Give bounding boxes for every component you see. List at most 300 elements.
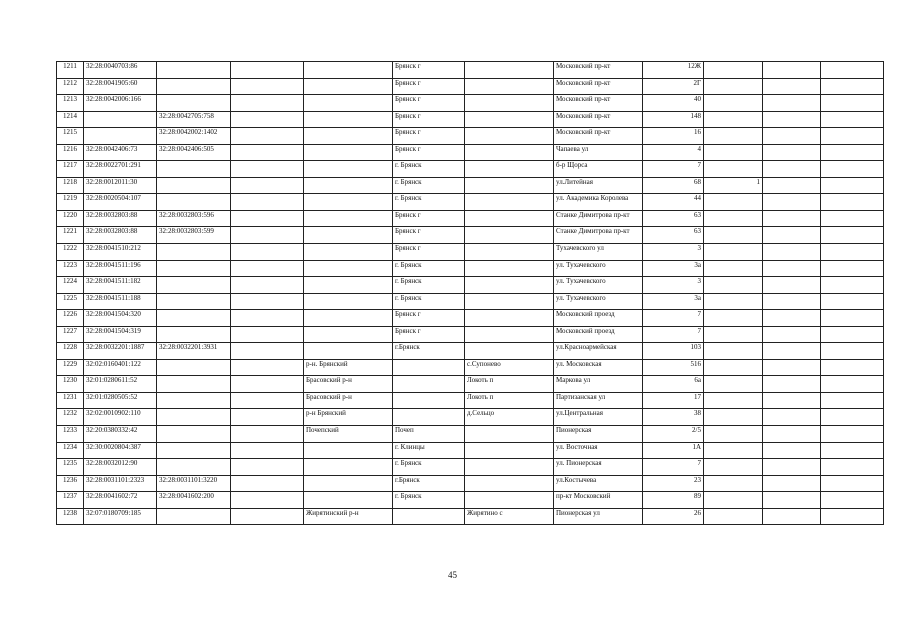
- table-cell: [304, 62, 393, 79]
- table-cell: [763, 277, 821, 294]
- table-cell: [704, 326, 763, 343]
- table-cell: [821, 376, 884, 393]
- table-cell: [821, 326, 884, 343]
- table-cell: д.Сельцо: [465, 409, 554, 426]
- table-cell: [231, 326, 304, 343]
- table-cell: [157, 359, 231, 376]
- table-row: [57, 210, 884, 227]
- table-cell: [821, 442, 884, 459]
- table-cell: 148: [643, 111, 704, 128]
- table-cell: [231, 161, 304, 178]
- table-cell: [304, 78, 393, 95]
- table-cell: [763, 475, 821, 492]
- table-cell: [821, 227, 884, 244]
- table-cell: 7: [643, 310, 704, 327]
- table-cell: [231, 194, 304, 211]
- table-cell: [704, 95, 763, 112]
- table-cell: 1220: [57, 210, 84, 227]
- table-cell: [465, 475, 554, 492]
- table-cell: Партизанская ул: [554, 392, 643, 409]
- table-cell: [821, 210, 884, 227]
- table-cell: 1236: [57, 475, 84, 492]
- table-row: [57, 293, 884, 310]
- table-cell: 26: [643, 508, 704, 525]
- table-cell: 23: [643, 475, 704, 492]
- table-cell: [393, 392, 465, 409]
- table-cell: [763, 111, 821, 128]
- table-cell: [821, 194, 884, 211]
- table-cell: [704, 442, 763, 459]
- table-cell: Брянск г: [393, 227, 465, 244]
- table-cell: [231, 260, 304, 277]
- table-cell: [157, 244, 231, 261]
- table-cell: [304, 111, 393, 128]
- table-cell: [304, 95, 393, 112]
- table-row: [57, 376, 884, 393]
- table-cell: 1: [704, 177, 763, 194]
- table-cell: 40: [643, 95, 704, 112]
- table-cell: 32:28:0042705:758: [157, 111, 231, 128]
- table-cell: Брянск г: [393, 244, 465, 261]
- table-cell: ул.Литейная: [554, 177, 643, 194]
- table-cell: [763, 78, 821, 95]
- table-cell: [304, 128, 393, 145]
- table-cell: Брянск г: [393, 144, 465, 161]
- table-cell: 1221: [57, 227, 84, 244]
- table-cell: г. Брянск: [393, 260, 465, 277]
- table-cell: 32:28:0041602:72: [84, 492, 157, 509]
- table-cell: [465, 227, 554, 244]
- table-cell: [704, 227, 763, 244]
- table-cell: [304, 293, 393, 310]
- table-cell: 103: [643, 343, 704, 360]
- table-cell: [231, 409, 304, 426]
- table-cell: [763, 194, 821, 211]
- table-cell: [157, 426, 231, 443]
- table-cell: [157, 277, 231, 294]
- table-cell: [157, 293, 231, 310]
- table-cell: 38: [643, 409, 704, 426]
- table-cell: [231, 227, 304, 244]
- table-cell: Брянск г: [393, 310, 465, 327]
- table-cell: [704, 277, 763, 294]
- table-cell: 32:28:0031101:3220: [157, 475, 231, 492]
- table-cell: [231, 95, 304, 112]
- table-cell: г. Брянск: [393, 293, 465, 310]
- table-cell: Почепский: [304, 426, 393, 443]
- table-cell: [763, 442, 821, 459]
- table-cell: [763, 343, 821, 360]
- table-cell: Московский пр-кт: [554, 78, 643, 95]
- table-cell: [704, 161, 763, 178]
- table-cell: [821, 310, 884, 327]
- table-cell: [704, 111, 763, 128]
- table-row: [57, 326, 884, 343]
- table-cell: [157, 161, 231, 178]
- table-cell: ул.Красноармейская: [554, 343, 643, 360]
- table-cell: [763, 95, 821, 112]
- table-cell: 32:28:0032803:88: [84, 210, 157, 227]
- table-cell: [704, 310, 763, 327]
- table-cell: Почеп: [393, 426, 465, 443]
- table-cell: [821, 492, 884, 509]
- table-cell: 32:07:0180709:185: [84, 508, 157, 525]
- table-cell: 1231: [57, 392, 84, 409]
- table-cell: 32:01:0280505:52: [84, 392, 157, 409]
- table-cell: [231, 277, 304, 294]
- table-cell: Локоть п: [465, 376, 554, 393]
- table-cell: г. Брянск: [393, 459, 465, 476]
- table-cell: г. Клинцы: [393, 442, 465, 459]
- table-cell: [465, 277, 554, 294]
- table-cell: Маркова ул: [554, 376, 643, 393]
- table-cell: пр-кт Московский: [554, 492, 643, 509]
- table-cell: [821, 293, 884, 310]
- table-cell: Брянск г: [393, 210, 465, 227]
- table-row: [57, 492, 884, 509]
- table-cell: [231, 475, 304, 492]
- table-cell: [704, 260, 763, 277]
- table-cell: [821, 459, 884, 476]
- table-row: [57, 227, 884, 244]
- table-cell: [231, 310, 304, 327]
- table-cell: [465, 78, 554, 95]
- table-cell: [465, 128, 554, 145]
- table-cell: [231, 343, 304, 360]
- table-cell: 32:28:0041511:182: [84, 277, 157, 294]
- table-cell: 1224: [57, 277, 84, 294]
- table-row: [57, 343, 884, 360]
- table-cell: 68: [643, 177, 704, 194]
- table-cell: 32:28:0042406:73: [84, 144, 157, 161]
- table-cell: [763, 459, 821, 476]
- address-table: [56, 61, 884, 525]
- table-cell: [763, 293, 821, 310]
- table-cell: ул.Костычева: [554, 475, 643, 492]
- table-cell: [704, 78, 763, 95]
- table-cell: [821, 95, 884, 112]
- table-cell: 1229: [57, 359, 84, 376]
- table-cell: 1233: [57, 426, 84, 443]
- table-cell: [763, 161, 821, 178]
- table-row: [57, 244, 884, 261]
- table-cell: 1222: [57, 244, 84, 261]
- table-cell: 32:28:0032803:596: [157, 210, 231, 227]
- table-cell: [763, 177, 821, 194]
- table-cell: [304, 442, 393, 459]
- table-cell: [465, 194, 554, 211]
- table-cell: [231, 210, 304, 227]
- table-cell: [304, 194, 393, 211]
- table-cell: 1230: [57, 376, 84, 393]
- table-row: [57, 78, 884, 95]
- table-cell: [465, 293, 554, 310]
- table-cell: [231, 78, 304, 95]
- table-cell: [157, 459, 231, 476]
- table-cell: [304, 310, 393, 327]
- table-cell: [821, 277, 884, 294]
- table-cell: [84, 128, 157, 145]
- table-cell: 1216: [57, 144, 84, 161]
- table-cell: [704, 144, 763, 161]
- table-cell: 63: [643, 210, 704, 227]
- table-cell: 1227: [57, 326, 84, 343]
- table-cell: г. Брянск: [393, 194, 465, 211]
- table-cell: 1213: [57, 95, 84, 112]
- table-cell: [304, 161, 393, 178]
- table-cell: Чапаева ул: [554, 144, 643, 161]
- table-cell: 32:28:0041602:200: [157, 492, 231, 509]
- table-cell: [704, 293, 763, 310]
- table-cell: 1214: [57, 111, 84, 128]
- table-row: [57, 194, 884, 211]
- table-cell: [465, 62, 554, 79]
- table-cell: Брянск г: [393, 95, 465, 112]
- table-cell: Брянск г: [393, 62, 465, 79]
- table-cell: [157, 326, 231, 343]
- table-cell: [393, 508, 465, 525]
- table-cell: [704, 475, 763, 492]
- table-cell: Брасовский р-н: [304, 392, 393, 409]
- table-cell: 3а: [643, 293, 704, 310]
- table-cell: г. Брянск: [393, 492, 465, 509]
- table-cell: 32:28:0031101:2323: [84, 475, 157, 492]
- table-cell: Брянск г: [393, 128, 465, 145]
- table-cell: 7: [643, 161, 704, 178]
- table-cell: [304, 459, 393, 476]
- table-cell: 1215: [57, 128, 84, 145]
- table-cell: 2/5: [643, 426, 704, 443]
- table-cell: 1223: [57, 260, 84, 277]
- table-cell: [393, 376, 465, 393]
- table-cell: 32:28:0032201:1887: [84, 343, 157, 360]
- table-cell: [763, 508, 821, 525]
- table-cell: [231, 508, 304, 525]
- table-cell: [704, 376, 763, 393]
- page-number: 45: [448, 570, 457, 580]
- table-cell: г. Брянск: [393, 161, 465, 178]
- table-cell: [157, 194, 231, 211]
- table-cell: [304, 210, 393, 227]
- table-cell: Локоть п: [465, 392, 554, 409]
- table-cell: Брянск г: [393, 111, 465, 128]
- table-cell: 1232: [57, 409, 84, 426]
- table-cell: 1234: [57, 442, 84, 459]
- table-cell: 32:28:0041511:188: [84, 293, 157, 310]
- table-row: [57, 260, 884, 277]
- table-cell: 1218: [57, 177, 84, 194]
- table-cell: [821, 426, 884, 443]
- table-row: [57, 426, 884, 443]
- table-cell: Пионерская ул: [554, 508, 643, 525]
- table-cell: 17: [643, 392, 704, 409]
- table-cell: [157, 78, 231, 95]
- table-cell: [157, 310, 231, 327]
- table-row: [57, 508, 884, 525]
- table-cell: [821, 508, 884, 525]
- table-cell: [763, 426, 821, 443]
- table-row: [57, 409, 884, 426]
- table-row: [57, 62, 884, 79]
- table-cell: [231, 392, 304, 409]
- table-cell: г. Брянск: [393, 277, 465, 294]
- table-cell: [763, 227, 821, 244]
- table-cell: 1228: [57, 343, 84, 360]
- table-cell: [231, 459, 304, 476]
- table-cell: [704, 492, 763, 509]
- table-cell: [304, 277, 393, 294]
- table-cell: Московский проезд: [554, 310, 643, 327]
- table-cell: [704, 359, 763, 376]
- table-cell: 32:20:0380332:42: [84, 426, 157, 443]
- table-row: [57, 442, 884, 459]
- table-cell: Станке Димитрова пр-кт: [554, 210, 643, 227]
- table-cell: [231, 128, 304, 145]
- table-cell: [763, 492, 821, 509]
- table-cell: [465, 426, 554, 443]
- table-cell: [465, 343, 554, 360]
- table-cell: 32:28:0042002:1402: [157, 128, 231, 145]
- table-cell: [821, 244, 884, 261]
- table-row: [57, 310, 884, 327]
- table-cell: [231, 293, 304, 310]
- table-cell: 32:02:0160401:122: [84, 359, 157, 376]
- table-cell: [763, 376, 821, 393]
- table-cell: [304, 492, 393, 509]
- table-cell: [704, 459, 763, 476]
- table-cell: 32:28:0032803:88: [84, 227, 157, 244]
- table-cell: 12Ж: [643, 62, 704, 79]
- table-cell: [763, 210, 821, 227]
- table-cell: [704, 128, 763, 145]
- table-cell: [821, 343, 884, 360]
- table-cell: 32:28:0012011:30: [84, 177, 157, 194]
- table-cell: г.Брянск: [393, 343, 465, 360]
- table-row: [57, 359, 884, 376]
- table-cell: [465, 111, 554, 128]
- table-cell: [157, 508, 231, 525]
- table-cell: [157, 409, 231, 426]
- table-cell: 44: [643, 194, 704, 211]
- table-cell: [465, 310, 554, 327]
- table-cell: ул. Тухачевского: [554, 277, 643, 294]
- table-cell: Станке Димитрова пр-кт: [554, 227, 643, 244]
- table-cell: [704, 194, 763, 211]
- table-cell: [763, 392, 821, 409]
- table-cell: 32:28:0042006:166: [84, 95, 157, 112]
- table-cell: 2Г: [643, 78, 704, 95]
- table-cell: [157, 177, 231, 194]
- table-cell: Московский пр-кт: [554, 62, 643, 79]
- table-cell: [821, 359, 884, 376]
- table-row: [57, 277, 884, 294]
- table-cell: [763, 62, 821, 79]
- table-cell: 6а: [643, 376, 704, 393]
- table-cell: 3а: [643, 260, 704, 277]
- table-row: [57, 95, 884, 112]
- table-cell: ул.Центральная: [554, 409, 643, 426]
- table-cell: [304, 227, 393, 244]
- table-cell: [763, 244, 821, 261]
- table-cell: [231, 359, 304, 376]
- table-cell: [763, 128, 821, 145]
- table-cell: [304, 244, 393, 261]
- table-cell: 32:28:0032012:90: [84, 459, 157, 476]
- table-cell: [465, 244, 554, 261]
- table-cell: [465, 442, 554, 459]
- table-cell: 32:28:0041511:196: [84, 260, 157, 277]
- table-cell: 1217: [57, 161, 84, 178]
- table-cell: [763, 409, 821, 426]
- table-cell: [704, 244, 763, 261]
- table-row: [57, 128, 884, 145]
- table-cell: г. Брянск: [393, 177, 465, 194]
- table-cell: [84, 111, 157, 128]
- table-cell: Брянск г: [393, 78, 465, 95]
- table-cell: 7: [643, 326, 704, 343]
- table-cell: [763, 326, 821, 343]
- table-cell: Московский пр-кт: [554, 111, 643, 128]
- table-cell: [821, 111, 884, 128]
- table-cell: 63: [643, 227, 704, 244]
- table-cell: [304, 177, 393, 194]
- table-cell: [821, 128, 884, 145]
- table-cell: [704, 62, 763, 79]
- table-cell: [157, 95, 231, 112]
- table-cell: [304, 475, 393, 492]
- table-cell: Московский пр-кт: [554, 95, 643, 112]
- table-cell: 1211: [57, 62, 84, 79]
- table-cell: 32:02:0010902:110: [84, 409, 157, 426]
- table-cell: [465, 95, 554, 112]
- table-cell: ул. Тухачевского: [554, 260, 643, 277]
- table-cell: 32:28:0032201:3931: [157, 343, 231, 360]
- table-cell: [231, 376, 304, 393]
- table-cell: [465, 260, 554, 277]
- table-cell: [231, 111, 304, 128]
- table-cell: 1237: [57, 492, 84, 509]
- table-cell: 32:28:0022701:291: [84, 161, 157, 178]
- table-cell: р-н. Брянский: [304, 359, 393, 376]
- table-cell: г.Брянск: [393, 475, 465, 492]
- table-cell: Пионерская: [554, 426, 643, 443]
- table-cell: [465, 144, 554, 161]
- table-row: [57, 459, 884, 476]
- table-cell: 1226: [57, 310, 84, 327]
- table-cell: [821, 177, 884, 194]
- table-cell: [393, 409, 465, 426]
- table-cell: [821, 409, 884, 426]
- table-cell: [231, 426, 304, 443]
- table-cell: [821, 161, 884, 178]
- table-cell: [821, 475, 884, 492]
- table-cell: [821, 78, 884, 95]
- table-cell: [704, 409, 763, 426]
- table-cell: [465, 492, 554, 509]
- table-row: [57, 475, 884, 492]
- table-cell: 32:28:0041905:60: [84, 78, 157, 95]
- table-cell: Московский проезд: [554, 326, 643, 343]
- table-cell: [231, 62, 304, 79]
- table-cell: ул. Тухачевского: [554, 293, 643, 310]
- table-cell: 32:28:0040703:86: [84, 62, 157, 79]
- table-cell: [231, 177, 304, 194]
- table-cell: [763, 144, 821, 161]
- table-body: [57, 62, 884, 525]
- table-cell: 1219: [57, 194, 84, 211]
- table-cell: [821, 260, 884, 277]
- table-cell: 1А: [643, 442, 704, 459]
